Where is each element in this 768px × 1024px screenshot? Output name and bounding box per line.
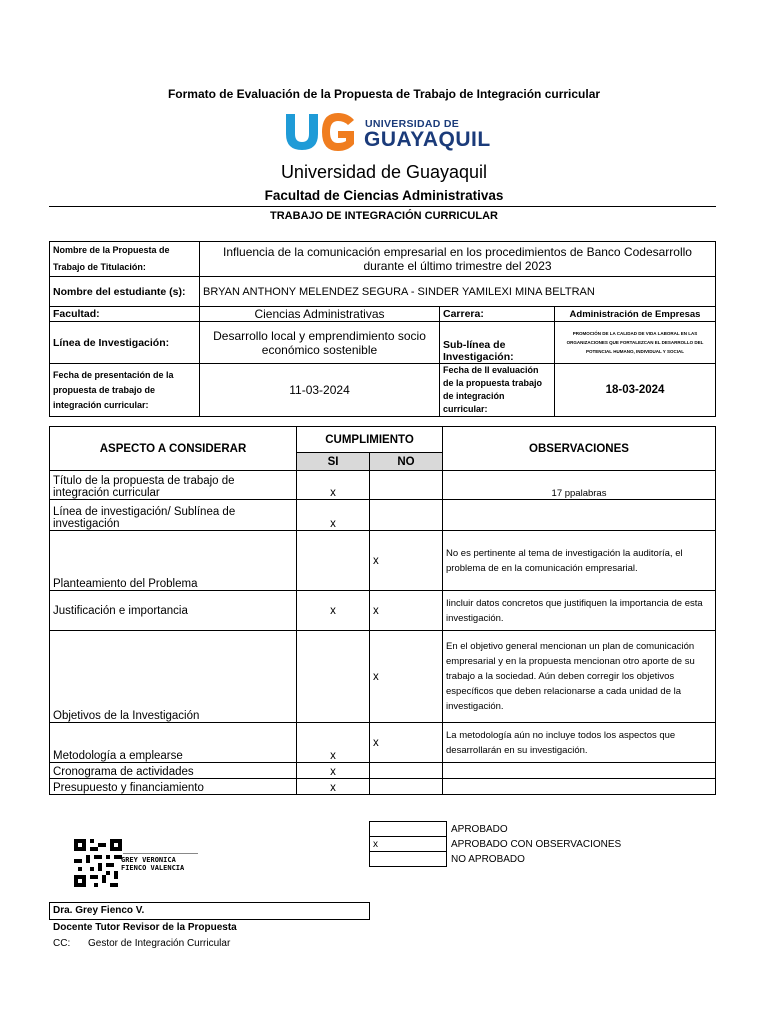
subline-value: PROMOCIÓN DE LA CALIDAD DE VIDA LABORAL EN LAS ORGANIZACIONES QUE FORTALEZCAN EL DESARROLLO DEL POTENCIAL HUMANO, INDIVIDUAL Y SOCIAL [555, 322, 716, 364]
university-logo [282, 110, 492, 156]
signature-line2: FIENCO VALENCIA [121, 864, 185, 872]
logo-line1: UNIVERSIDAD DE [365, 118, 460, 130]
no-cell: x [370, 723, 443, 763]
table-row [50, 471, 716, 500]
approved-checkbox[interactable] [370, 822, 447, 837]
si-cell: x [297, 471, 370, 500]
aspect-cell: Justificación e importancia [50, 591, 297, 631]
table-row [50, 631, 716, 723]
table-row [50, 500, 716, 531]
aspect-cell: Título de la propuesta de trabajo de integración curricular [50, 471, 297, 500]
proposal-info-table [49, 241, 716, 417]
no-cell [370, 779, 443, 795]
no-cell: x [370, 531, 443, 591]
student-value: BRYAN ANTHONY MELENDEZ SEGURA - SINDER YAMILEXI MINA BELTRAN [200, 277, 716, 307]
si-cell: x [297, 591, 370, 631]
aspect-cell: Planteamiento del Problema [50, 531, 297, 591]
aspect-cell: Cronograma de actividades [50, 763, 297, 779]
no-cell [370, 500, 443, 531]
signature-line1: GREY VERONICA [121, 856, 176, 864]
aspect-cell: Línea de investigación/ Sublínea de investigación [50, 500, 297, 531]
not-approved-checkbox[interactable] [370, 852, 447, 867]
observation-cell: No es pertinente al tema de investigación la auditoría, el problema de en la comunicación empresarial. [443, 531, 716, 591]
table-row [50, 779, 716, 795]
approved-label: APROBADO [451, 823, 508, 835]
table-row [50, 591, 716, 631]
aspect-cell: Metodología a emplearse [50, 723, 297, 763]
aspect-cell: Objetivos de la Investigación [50, 631, 297, 723]
not-approved-label: NO APROBADO [451, 853, 525, 865]
no-cell [370, 471, 443, 500]
observations-header: OBSERVACIONES [443, 427, 716, 471]
evaluation-date-label: Fecha de II evaluación de la propuesta trabajo de integración curricular: [440, 364, 555, 417]
observation-cell: La metodología aún no incluye todos los aspectos que desarrollarán en su investigación. [443, 723, 716, 763]
university-name: Universidad de Guayaquil [280, 162, 488, 182]
career-label: Carrera: [440, 307, 555, 322]
compliance-header: CUMPLIMIENTO [297, 427, 443, 453]
proposal-label: Nombre de la Propuesta de Trabajo de Titulación: [50, 242, 200, 277]
si-cell: x [297, 500, 370, 531]
submission-date-label: Fecha de presentación de la propuesta de trabajo de integración curricular: [50, 364, 200, 417]
faculty-label: Facultad: [50, 307, 200, 322]
observation-cell: En el objetivo general mencionan un plan de comunicación empresarial y en la propuesta mencionan otro aporte de su trabajo a la sociedad. Aún deben corregir los objetivos específicos que deben relacionarse a cada unidad de la investigación. [443, 631, 716, 723]
section-title: TRABAJO DE INTEGRACIÓN CURRICULAR [270, 210, 498, 222]
si-cell: x [297, 779, 370, 795]
observation-cell [443, 763, 716, 779]
faculty-name: Facultad de Ciencias Administrativas [264, 188, 504, 203]
approval-status [369, 821, 625, 867]
career-value: Administración de Empresas [555, 307, 716, 322]
aspect-cell: Presupuesto y financiamiento [50, 779, 297, 795]
si-cell [297, 531, 370, 591]
si-cell: x [297, 763, 370, 779]
observation-cell [443, 779, 716, 795]
table-row [50, 723, 716, 763]
proposal-value: Influencia de la comunicación empresarial en los procedimientos de Banco Codesarrollo durante el último trimestre del 2023 [200, 242, 716, 277]
signature-stroke [123, 853, 198, 854]
evaluation-table [49, 426, 716, 795]
faculty-value: Ciencias Administrativas [200, 307, 440, 322]
table-row [50, 763, 716, 779]
observation-cell [443, 500, 716, 531]
form-title: Formato de Evaluación de la Propuesta de Trabajo de Integración curricular [167, 87, 601, 101]
submission-date-value: 11-03-2024 [200, 364, 440, 417]
signer-role: Docente Tutor Revisor de la Propuesta [53, 922, 237, 933]
no-header: NO [370, 453, 443, 471]
approved-with-observations-checkbox[interactable]: x [370, 837, 447, 852]
cc-value: Gestor de Integración Curricular [88, 938, 231, 949]
approved-with-observations-label: APROBADO CON OBSERVACIONES [451, 838, 622, 850]
si-cell: x [297, 723, 370, 763]
table-row [50, 531, 716, 591]
no-cell: x [370, 591, 443, 631]
student-label: Nombre del estudiante (s): [50, 277, 200, 307]
si-cell [297, 631, 370, 723]
observation-cell: Iincluir datos concretos que justifiquen la importancia de esta investigación. [443, 591, 716, 631]
ug-logo-icon [282, 110, 358, 154]
qr-code-icon [74, 839, 122, 887]
si-header: SI [297, 453, 370, 471]
no-cell: x [370, 631, 443, 723]
aspect-header: ASPECTO A CONSIDERAR [50, 427, 297, 471]
evaluation-date-value: 18-03-2024 [555, 364, 716, 417]
cc-label: CC: [53, 938, 71, 949]
subline-label: Sub-línea de Investigación: [440, 322, 555, 364]
research-line-value: Desarrollo local y emprendimiento socio económico sostenible [200, 322, 440, 364]
logo-line2: GUAYAQUIL [364, 128, 491, 151]
no-cell [370, 763, 443, 779]
observation-cell: 17 ppalabras [443, 471, 716, 500]
signer-name: Dra. Grey Fienco V. [49, 902, 370, 920]
research-line-label: Línea de Investigación: [50, 322, 200, 364]
header-divider [49, 206, 716, 207]
